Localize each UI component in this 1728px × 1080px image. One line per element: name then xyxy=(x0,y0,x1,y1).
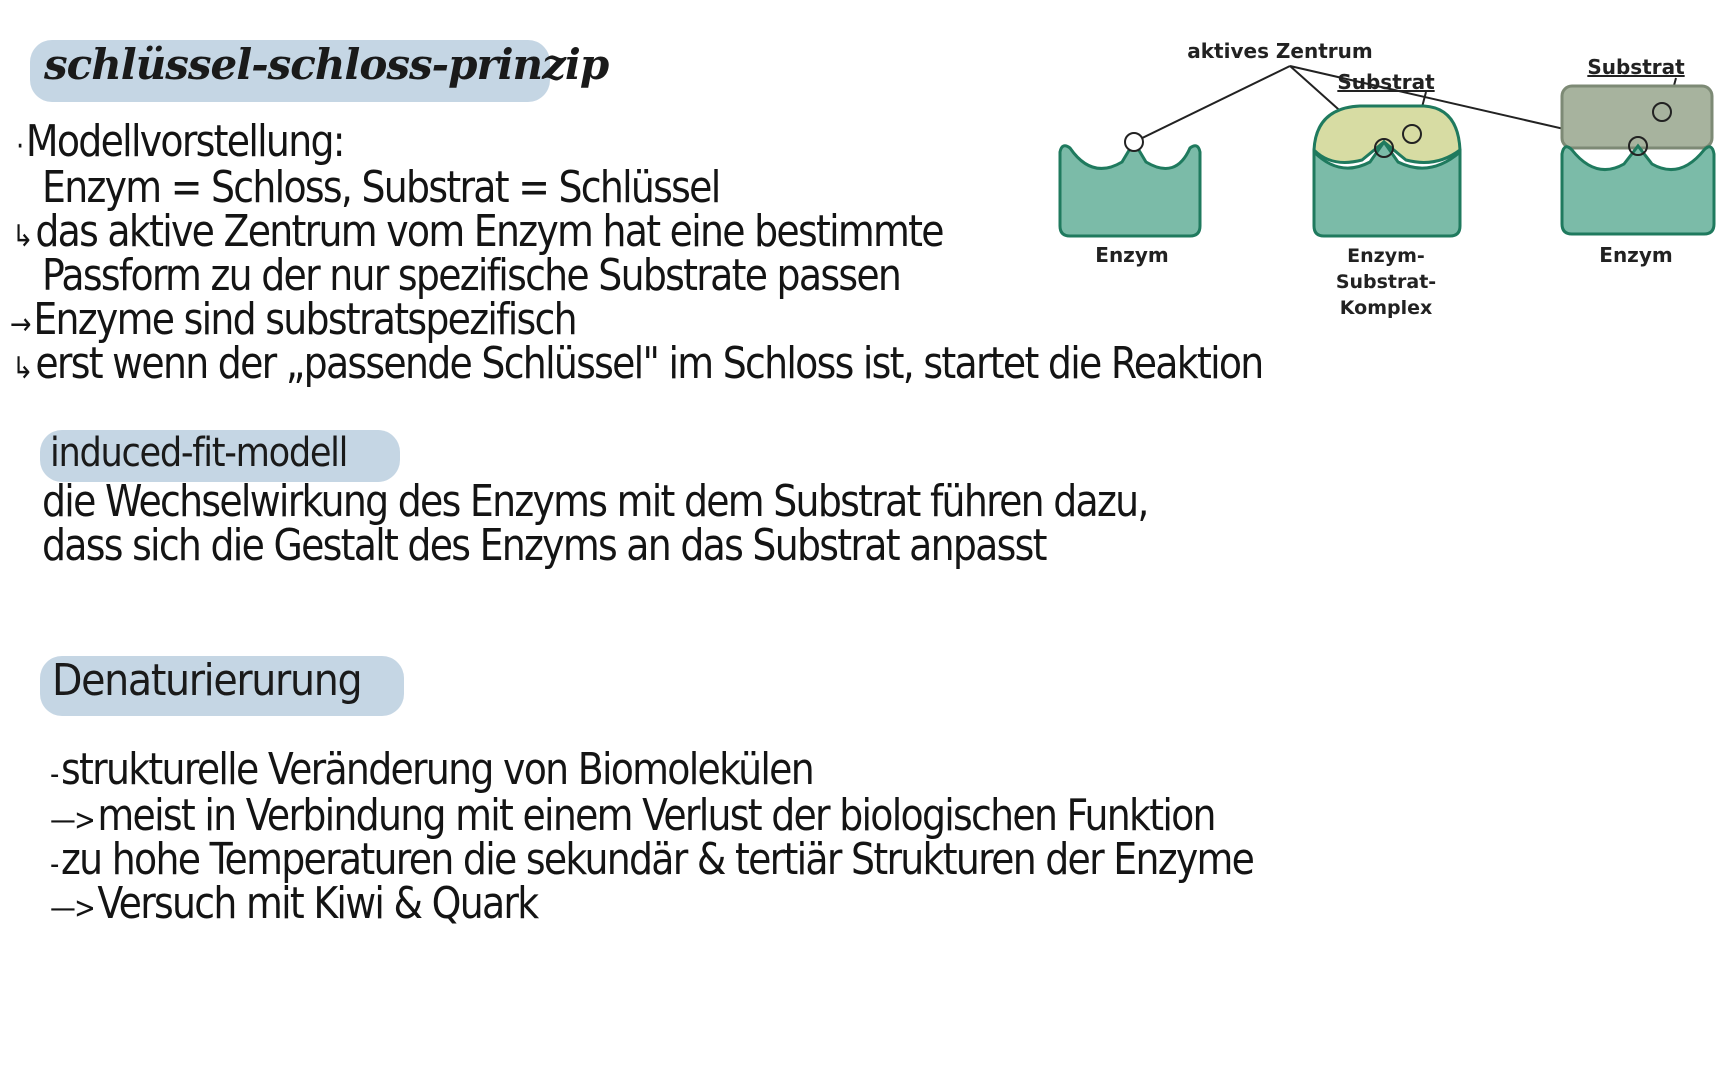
dash-marker: - xyxy=(50,757,58,792)
enzyme-shape-left xyxy=(1060,142,1200,236)
arrow-marker: ↳ xyxy=(12,219,32,254)
label-enzyme-right: Enzym xyxy=(1599,243,1673,267)
label-substrate-right: Substrat xyxy=(1587,55,1685,79)
bullet-marker: · xyxy=(16,129,23,164)
dash-marker: - xyxy=(50,847,58,882)
line-text: Enzyme sind substratspezifisch xyxy=(33,294,576,345)
label-complex-line1: Enzym- xyxy=(1347,245,1425,267)
section-heading-schluessel-schloss: schlüssel-schloss-prinzip xyxy=(44,40,609,89)
label-substrate-middle: Substrat xyxy=(1337,70,1435,94)
text-line xyxy=(42,520,1046,571)
substrate-shape-right xyxy=(1562,86,1712,148)
line-text: dass sich die Gestalt des Enzyms an das Substrat anpasst xyxy=(42,520,1046,571)
enzyme-shape-right xyxy=(1562,146,1714,234)
text-line xyxy=(42,250,901,301)
line-text: zu hohe Temperaturen die sekundär & tertiär Strukturen der Enzyme xyxy=(61,834,1254,885)
text-line xyxy=(50,878,538,931)
line-text: meist in Verbindung mit einem Verlust der biologischen Funktion xyxy=(97,790,1215,841)
line-text: erst wenn der „passende Schlüssel" im Schloss ist, startet die Reaktion xyxy=(35,338,1263,389)
line-text: das aktive Zentrum vom Enzym hat eine bestimmte xyxy=(35,206,943,257)
text-line xyxy=(12,338,1263,391)
text-line xyxy=(42,162,720,213)
line-text: Versuch mit Kiwi & Quark xyxy=(97,878,538,929)
line-text: Passform zu der nur spezifische Substrate passen xyxy=(42,250,901,301)
active-site-marker xyxy=(1125,133,1143,151)
leader-line xyxy=(1134,66,1290,142)
arrow-marker: ↳ xyxy=(12,351,32,386)
line-text: Modellvorstellung: xyxy=(25,116,344,167)
section-heading-denaturierung: Denaturierurung xyxy=(52,655,362,706)
label-active-center: aktives Zentrum xyxy=(1187,39,1373,63)
lock-and-key-diagram xyxy=(1040,30,1728,330)
arrow-marker: —> xyxy=(50,891,94,926)
arrow-marker: —> xyxy=(50,803,94,838)
section-heading-induced-fit: induced-fit-modell xyxy=(50,430,348,476)
label-enzyme-left: Enzym xyxy=(1095,243,1169,267)
label-complex-line3: Komplex xyxy=(1339,297,1433,319)
line-text: strukturelle Veränderung von Biomolekülen xyxy=(61,744,814,795)
line-text: Enzym = Schloss, Substrat = Schlüssel xyxy=(42,162,720,213)
arrow-marker: → xyxy=(10,307,30,342)
line-text: die Wechselwirkung des Enzyms mit dem Substrat führen dazu, xyxy=(42,476,1148,527)
label-complex-line2: Substrat- xyxy=(1335,271,1437,293)
text-line xyxy=(42,476,1148,527)
